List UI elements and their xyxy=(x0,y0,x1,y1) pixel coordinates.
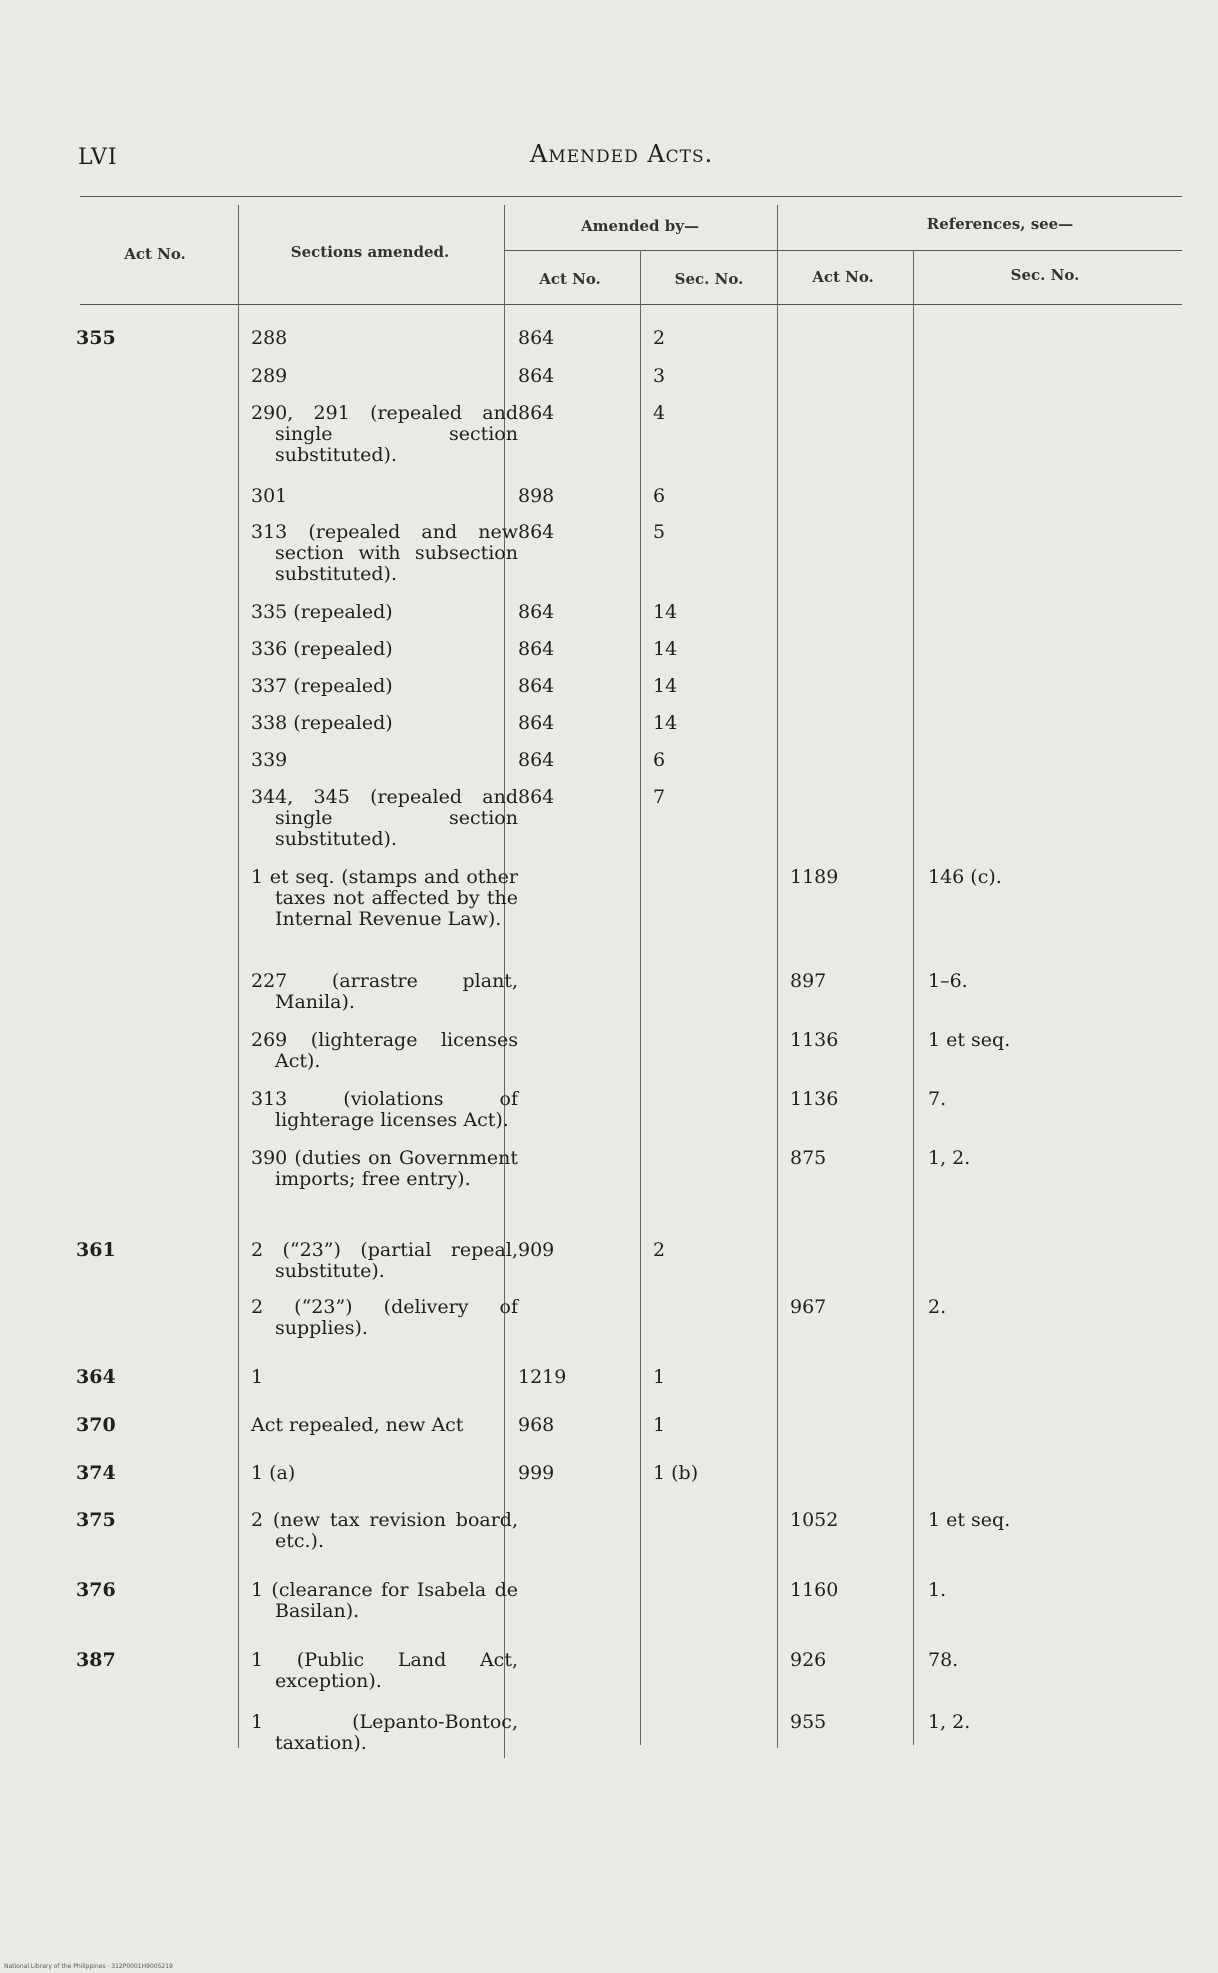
header-references: References, see— xyxy=(926,215,1074,233)
act-number: 370 xyxy=(76,1414,116,1436)
reference-act: 875 xyxy=(790,1147,827,1169)
sections-amended: 1 (Public Land Act, exception). xyxy=(251,1649,518,1692)
amended-by-act: 864 xyxy=(518,327,555,349)
column-divider-3 xyxy=(640,250,641,1745)
reference-act: 955 xyxy=(790,1711,827,1733)
amended-by-act: 1219 xyxy=(518,1366,567,1388)
amended-by-sec: 14 xyxy=(653,601,678,623)
header-act-no: Act No. xyxy=(124,245,186,263)
reference-act: 897 xyxy=(790,970,827,992)
amended-by-sec: 1 xyxy=(653,1414,666,1436)
amended-by-act: 864 xyxy=(518,749,555,771)
sections-amended: 290, 291 (repealed and single section substituted). xyxy=(251,402,518,466)
amended-by-act: 864 xyxy=(518,712,555,734)
reference-sec: 1 et seq. xyxy=(928,1509,1011,1531)
column-divider-1 xyxy=(238,205,239,1748)
reference-sec: 1. xyxy=(928,1579,947,1601)
reference-sec: 1 et seq. xyxy=(928,1029,1011,1051)
page-folio: LVI xyxy=(78,145,118,170)
reference-sec: 1–6. xyxy=(928,970,968,992)
sections-amended: 1 (Lepanto-Bontoc, taxation). xyxy=(251,1711,518,1754)
sections-amended: 227 (arrastre plant, Manila). xyxy=(251,970,518,1013)
amended-by-act: 864 xyxy=(518,365,555,387)
sections-amended: 390 (duties on Government imports; free entry). xyxy=(251,1147,518,1190)
sections-amended: 2 (new tax revision board, etc.). xyxy=(251,1509,518,1552)
reference-act: 1136 xyxy=(790,1088,839,1110)
column-divider-4 xyxy=(777,205,778,1748)
sections-amended: 336 (repealed) xyxy=(251,638,393,660)
sections-amended: 335 (repealed) xyxy=(251,601,393,623)
amended-by-sec: 4 xyxy=(653,402,666,424)
column-divider-5 xyxy=(913,250,914,1745)
amended-by-act: 864 xyxy=(518,601,555,623)
reference-act: 1052 xyxy=(790,1509,839,1531)
reference-act: 967 xyxy=(790,1296,827,1318)
amended-by-act: 864 xyxy=(518,675,555,697)
sections-amended: 1 xyxy=(251,1366,264,1388)
sections-amended: 1 et seq. (stamps and other taxes not affected by the Internal Revenue Law). xyxy=(251,866,518,930)
sections-amended: 2 (“23”) (delivery of supplies). xyxy=(251,1296,518,1339)
reference-sec: 78. xyxy=(928,1649,959,1671)
amended-by-act: 864 xyxy=(518,402,555,424)
sections-amended: 289 xyxy=(251,365,288,387)
sections-amended: 269 (lighterage licenses Act). xyxy=(251,1029,518,1072)
sections-amended: 1 (a) xyxy=(251,1462,296,1484)
amended-by-sec: 5 xyxy=(653,521,666,543)
sections-amended: 337 (repealed) xyxy=(251,675,393,697)
sections-amended: 1 (clearance for Isabela de Basilan). xyxy=(251,1579,518,1622)
scan-footer: National Library of the Philippines · 312P0001H9005219 xyxy=(4,1963,173,1970)
sections-amended: 339 xyxy=(251,749,288,771)
act-number: 374 xyxy=(76,1462,116,1484)
header-reference-sec-no: Sec. No. xyxy=(1010,266,1080,284)
reference-act: 1160 xyxy=(790,1579,839,1601)
sections-amended: 288 xyxy=(251,327,288,349)
sections-amended: 313 (violations of lighterage licenses Act). xyxy=(251,1088,518,1131)
sections-amended: 313 (repealed and new section with subsection substituted). xyxy=(251,521,518,585)
amended-by-sec: 14 xyxy=(653,675,678,697)
amended-by-sec: 3 xyxy=(653,365,666,387)
amended-by-act: 864 xyxy=(518,638,555,660)
act-number: 355 xyxy=(76,327,116,349)
header-sections-amended: Sections amended. xyxy=(290,243,450,261)
amended-by-sec: 1 xyxy=(653,1366,666,1388)
header-bottom-rule xyxy=(80,304,1182,305)
amended-by-sec: 6 xyxy=(653,485,666,507)
sections-amended: Act repealed, new Act xyxy=(251,1414,464,1436)
page-title: Amended Acts. xyxy=(530,140,714,168)
act-number: 375 xyxy=(76,1509,116,1531)
header-reference-act-no: Act No. xyxy=(812,268,874,286)
reference-sec: 146 (c). xyxy=(928,866,1002,888)
sections-amended: 344, 345 (repealed and single section substituted). xyxy=(251,786,518,850)
amended-by-act: 999 xyxy=(518,1462,555,1484)
amended-by-sec: 2 xyxy=(653,327,666,349)
amended-by-sec: 14 xyxy=(653,712,678,734)
reference-act: 1136 xyxy=(790,1029,839,1051)
amended-by-act: 864 xyxy=(518,521,555,543)
header-amended-by: Amended by— xyxy=(581,217,699,235)
amended-by-act: 909 xyxy=(518,1239,555,1261)
reference-act: 926 xyxy=(790,1649,827,1671)
sections-amended: 338 (repealed) xyxy=(251,712,393,734)
sections-amended: 2 (“23”) (partial repeal, substitute). xyxy=(251,1239,518,1282)
reference-sec: 1, 2. xyxy=(928,1147,971,1169)
reference-sec: 1, 2. xyxy=(928,1711,971,1733)
act-number: 361 xyxy=(76,1239,116,1261)
amended-by-sec: 14 xyxy=(653,638,678,660)
sections-amended: 301 xyxy=(251,485,288,507)
amended-by-sec: 2 xyxy=(653,1239,666,1261)
amended-by-sec: 1 (b) xyxy=(653,1462,699,1484)
reference-sec: 7. xyxy=(928,1088,947,1110)
amended-by-sec: 7 xyxy=(653,786,666,808)
act-number: 387 xyxy=(76,1649,116,1671)
reference-act: 1189 xyxy=(790,866,839,888)
header-amended-sec-no: Sec. No. xyxy=(674,270,744,288)
reference-sec: 2. xyxy=(928,1296,947,1318)
header-amended-act-no: Act No. xyxy=(539,270,601,288)
amended-by-act: 968 xyxy=(518,1414,555,1436)
amended-by-sec: 6 xyxy=(653,749,666,771)
act-number: 376 xyxy=(76,1579,116,1601)
act-number: 364 xyxy=(76,1366,116,1388)
header-mid-rule xyxy=(504,250,1182,251)
table-top-rule xyxy=(80,196,1182,197)
amended-by-act: 864 xyxy=(518,786,555,808)
amended-by-act: 898 xyxy=(518,485,555,507)
